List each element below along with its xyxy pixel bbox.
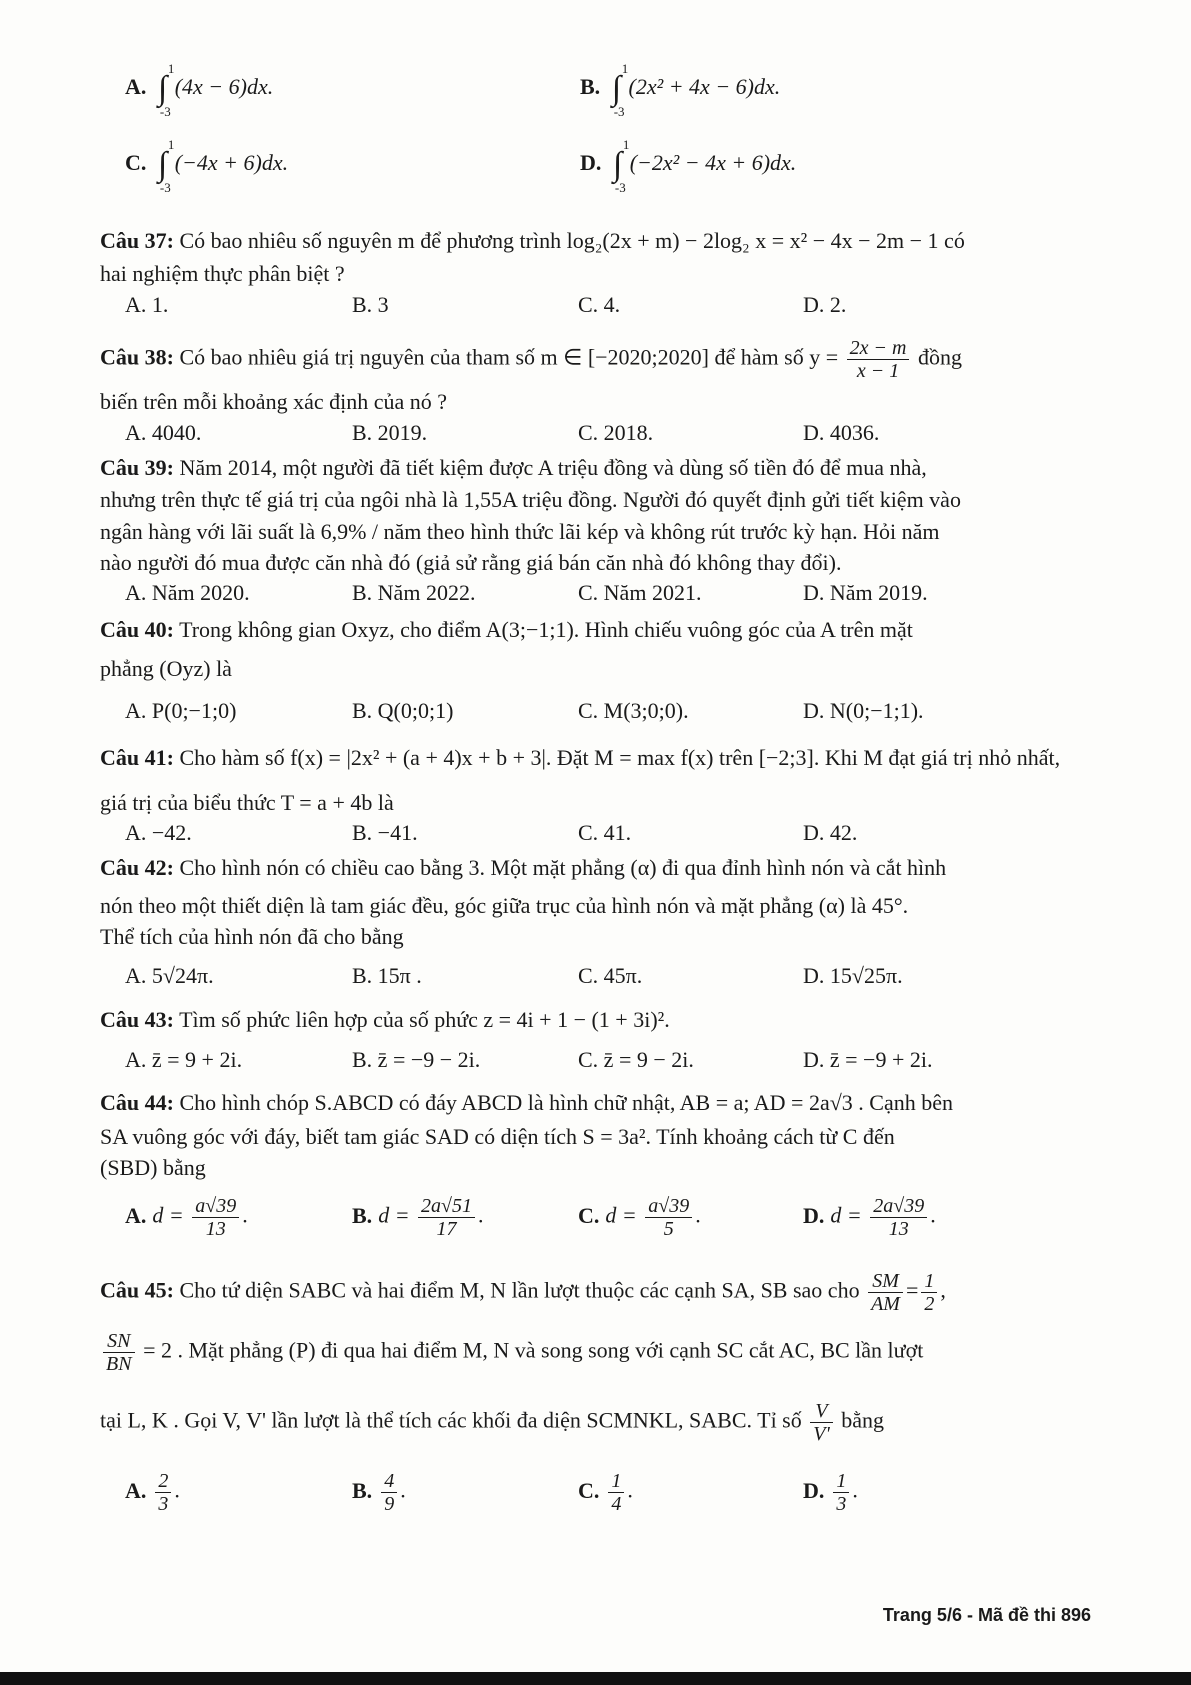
q37-option-c: C. 4. <box>578 292 621 317</box>
q39-option-a: A. Năm 2020. <box>125 580 250 605</box>
q39-option-c: C. Năm 2021. <box>578 580 702 605</box>
q37-option-b: B. 3 <box>352 292 389 317</box>
q40-text-2: phẳng (Oyz) là <box>100 656 232 681</box>
q44-option-a: A. d = $\frac{a√39}{13}$ . <box>125 1195 248 1240</box>
q38-option-d: D. 4036. <box>803 420 880 445</box>
q45-text: Câu 45: Cho tứ diện SABC và hai điểm M, N lần lượt thuộc các cạnh SA, SB sao cho $\frac{SM}{AM}$ = $\frac{1}{2}$ , <box>100 1270 946 1315</box>
q44-text-2: SA vuông góc với đáy, biết tam giác SAD có diện tích S = 3a². Tính khoảng cách từ C đến <box>100 1124 895 1149</box>
q40-option-c: C. M(3;0;0). <box>578 698 689 723</box>
q39-option-b: B. Năm 2022. <box>352 580 476 605</box>
q38-option-c: C. 2018. <box>578 420 654 445</box>
q45-text-3: tại L, K . Gọi V, V' lần lượt là thể tích các khối đa diện SCMNKL, SABC. Tỉ số $\frac{V}{V'}$ bằng <box>100 1400 885 1445</box>
q38-option-b: B. 2019. <box>352 420 428 445</box>
q45-option-b: B. $\frac{4}{9}$ . <box>352 1470 406 1515</box>
q44-text: Câu 44: Cho hình chóp S.ABCD có đáy ABCD là hình chữ nhật, AB = a; AD = 2a√3 . Cạnh bên <box>100 1090 953 1115</box>
q36-option-a: A. ∫ 1 -3 (4x − 6)dx. <box>125 61 274 119</box>
q41-text-2: giá trị của biểu thức T = a + 4b là <box>100 790 394 815</box>
q41-option-c: C. 41. <box>578 820 632 845</box>
q45-text-2: $\frac{SN}{BN}$ = 2 . Mặt phẳng (P) đi qua hai điểm M, N và song song với cạnh SC cắt AC, BC lần lượt <box>100 1330 923 1375</box>
q40-option-b: B. Q(0;0;1) <box>352 698 454 723</box>
q39-text-4: nào người đó mua được căn nhà đó (giả sử rằng giá bán căn nhà đó không thay đổi). <box>100 550 842 575</box>
q45-option-c: C. $\frac{1}{4}$ . <box>578 1470 633 1515</box>
q42-option-d: D. 15√25π. <box>803 963 903 988</box>
q39-text-3: ngân hàng với lãi suất là 6,9% / năm theo hình thức lãi kép và không rút trước kỳ hạn. Hỏi năm <box>100 519 940 544</box>
q38-text-2: biến trên mỗi khoảng xác định của nó ? <box>100 389 448 414</box>
q42-option-c: C. 45π. <box>578 963 643 988</box>
q39-option-d: D. Năm 2019. <box>803 580 928 605</box>
q36-option-c: C. ∫ 1 -3 (−4x + 6)dx. <box>125 137 289 195</box>
q43-text: Câu 43: Tìm số phức liên hợp của số phức z = 4i + 1 − (1 + 3i)². <box>100 1007 670 1032</box>
q43-option-d: D. z̄ = −9 + 2i. <box>803 1047 933 1072</box>
q37-text: Câu 37: Có bao nhiêu số nguyên m để phương trình log₂(2x + m) − 2log₂ x = x² − 4x − 2m − 1 có <box>100 228 965 253</box>
scan-edge <box>0 1672 1191 1685</box>
q42-text: Câu 42: Cho hình nón có chiều cao bằng 3. Một mặt phẳng (α) đi qua đỉnh hình nón và cắt hình <box>100 855 947 880</box>
q39-text: Câu 39: Năm 2014, một người đã tiết kiệm được A triệu đồng và dùng số tiền đó để mua nhà, <box>100 455 927 480</box>
q42-text-2: nón theo một thiết diện là tam giác đều, góc giữa trục của hình nón và mặt phẳng (α) là 45°. <box>100 893 909 918</box>
q43-option-b: B. z̄ = −9 − 2i. <box>352 1047 481 1072</box>
q41-option-b: B. −41. <box>352 820 418 845</box>
q42-option-b: B. 15π . <box>352 963 422 988</box>
q41-option-d: D. 42. <box>803 820 858 845</box>
q43-option-c: C. z̄ = 9 − 2i. <box>578 1047 694 1072</box>
q41-option-a: A. −42. <box>125 820 192 845</box>
q36-option-b: B. ∫ 1 -3 (2x² + 4x − 6)dx. <box>580 61 781 119</box>
q38-text: Câu 38: Có bao nhiêu giá trị nguyên của tham số m ∈ [−2020;2020] để hàm số y = $\frac{2x - m}{x - 1}$ đồng <box>100 337 962 382</box>
q41-text: Câu 41: Cho hàm số f(x) = |2x² + (a + 4)x + b + 3|. Đặt M = max f(x) trên [−2;3]. Khi M đạt giá trị nhỏ nhất, <box>100 745 1061 770</box>
q43-option-a: A. z̄ = 9 + 2i. <box>125 1047 243 1072</box>
q38-fraction: $\frac{2x - m}{x - 1}$ <box>847 337 910 382</box>
q42-text-3: Thể tích của hình nón đã cho bằng <box>100 924 404 949</box>
page-footer: Trang 5/6 - Mã đề thi 896 <box>882 1605 1091 1625</box>
q36-option-d: D. ∫ 1 -3 (−2x² − 4x + 6)dx. <box>580 137 797 195</box>
q37-option-d: D. 2. <box>803 292 847 317</box>
q40-option-d: D. N(0;−1;1). <box>803 698 924 723</box>
q44-option-d: D. d = $\frac{2a√39}{13}$ . <box>803 1195 936 1240</box>
q39-text-2: nhưng trên thực tế giá trị của ngôi nhà là 1,55A triệu đồng. Người đó quyết định gửi tiết kiệm vào <box>100 487 961 512</box>
q38-option-a: A. 4040. <box>125 420 202 445</box>
q42-option-a: A. 5√24π. <box>125 963 214 988</box>
q37-option-a: A. 1. <box>125 292 169 317</box>
q40-text: Câu 40: Trong không gian Oxyz, cho điểm A(3;−1;1). Hình chiếu vuông góc của A trên mặt <box>100 617 913 642</box>
q44-option-b: B. d = $\frac{2a√51}{17}$ . <box>352 1195 484 1240</box>
q45-option-d: D. $\frac{1}{3}$ . <box>803 1470 858 1515</box>
q44-text-3: (SBD) bằng <box>100 1155 206 1180</box>
q40-option-a: A. P(0;−1;0) <box>125 698 237 723</box>
q44-option-c: C. d = $\frac{a√39}{5}$ . <box>578 1195 701 1240</box>
q37-text-2: hai nghiệm thực phân biệt ? <box>100 261 345 286</box>
q45-option-a: A. $\frac{2}{3}$ . <box>125 1470 180 1515</box>
